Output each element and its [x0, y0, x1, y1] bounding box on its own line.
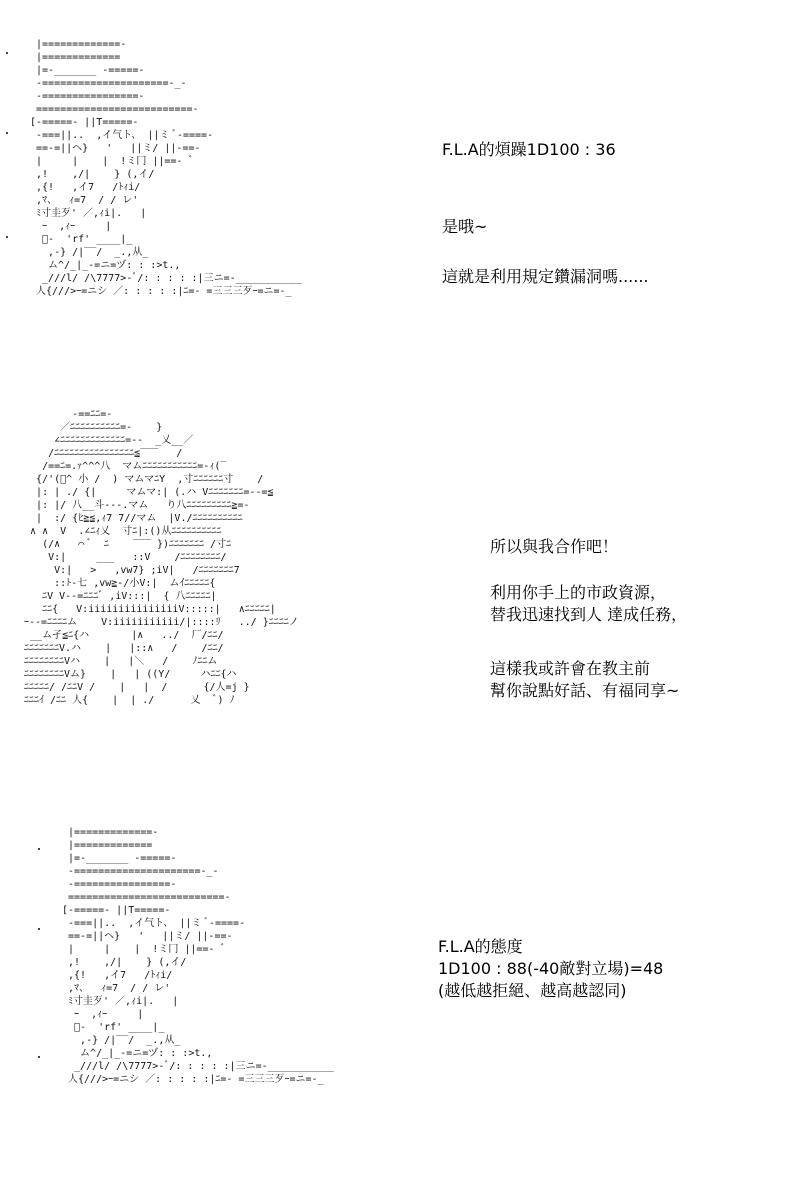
- caption-line: 幫你說點好話、有福同享~: [490, 681, 680, 700]
- caption-line: 是哦~: [442, 217, 488, 236]
- caption-line: 替我迅速找到人 達成任務，: [490, 605, 688, 624]
- caption-line: F.L.A的煩躁1D100 : 36: [442, 140, 616, 159]
- speck: [38, 1056, 40, 1058]
- ascii-art-fla-hat-2: |=============- |============= |=-_______ -=====- -=====================-_- -================- ==========================- [-=====- ||T=====- -===||.. ,イ气ト、 ||ミ ﾞ-====- ==-=||ヘ} ' ||ミ/ ||-==- | | | !ミ冂 ||==- ﾞ ,! ,/| } (,イ/ ,{! ,イ7 /ﾄｨi/ ,ﾏ、 ｨ=7 / / レ' ﾐ寸圭歹' ／,ｨi|. | ｰ ,ｨｰ | ﾞ- 'rf' ____|_ ,-} /|‾‾/ _.,从_ ム^/_|_-=ニ=ヅ: : :>t., _///l/ /\7777>-ﾞ/: : : : :|三ニ=-___________ 人{///>ｰ=ニシ ／: : : : :|ﾆ=- =三三三歹ｰ=ニ=-_: [62, 827, 334, 1085]
- caption-line: 這就是利用規定鑽漏洞嗎......: [442, 267, 649, 286]
- caption-line: 這樣我或許會在教主前: [490, 659, 651, 678]
- caption-line: 所以與我合作吧！: [490, 537, 619, 556]
- caption-loophole: [442, 266, 649, 288]
- caption-reward: [490, 658, 679, 702]
- caption-line: 利用你手上的市政資源，: [490, 583, 667, 602]
- caption-line: (越低越拒絕、越高越認同): [438, 981, 627, 1000]
- speck: [38, 848, 40, 850]
- caption-reply: [442, 216, 487, 238]
- speck: [6, 52, 8, 54]
- ascii-art-cloaked-figure: -==ﾆﾆ=- ／ﾆﾆﾆﾆﾆﾆﾆﾆﾆﾆ=- } ∠ﾆﾆﾆﾆﾆﾆﾆﾆﾆﾆﾆﾆﾆ=-- _乂__／ /ﾆﾆﾆﾆﾆﾆﾆﾆﾆﾆﾆﾆﾆﾆﾆﾆ≦‾‾‾ / /==ﾆ=.ｧ^^^八 マムﾆﾆﾆﾆﾆﾆﾆﾆﾆﾆﾆ=-ｨ(‾ {/'(ﾞ^ 小 / ) マムマﾆY ,寸ﾆﾆﾆﾆﾆﾆ寸 / |: | ./ {| マムマ:| (.ハ Vﾆﾆﾆﾆﾆﾆﾆ=--=≦ |: |/ 八__斗---.マム り八ﾆﾆﾆﾆﾆﾆﾆﾆﾆ≧=- | :/ {ﾋ≧≦,ｨ7 7//マム |V./ﾆﾆﾆﾆﾆﾆﾆﾆﾆﾆ ∧ ∧ V .∠ﾆｨ乂 寸ﾆ|:()从ﾆﾆﾆﾆﾆﾆﾆﾆﾆﾆ (/∧ ⌒ ﾞ ﾆ ‾‾‾ })ﾆﾆﾆﾆﾆﾆﾆ /寸ﾆ V:| ___ ::V /ﾆﾆﾆﾆﾆﾆﾆﾆ/ V:| > ,vw7} ;iV| /ﾆﾆﾆﾆﾆﾆﾆ7 ::ﾄ-七 ,vw≧-/小V:| ムｲﾆﾆﾆﾆﾆ{ ﾆV V--=ﾆﾆﾆﾞ ,iV:::| { 八ﾆﾆﾆﾆﾆ| ﾆﾆ{ V:iiiiiiiiiiiiiiiV:::::| ∧ﾆﾆﾆﾆﾆ| ｰ--=ﾆﾆﾆﾆム V:iiiiiiiiiii/|::::ﾘ ../ }ﾆﾆﾆﾆノ __ム孑≦ﾆ{ハ |∧ ../ 厂/ﾆﾆ/ ﾆﾆﾆﾆﾆﾆﾆV.ハ | |::∧ / /ﾆﾆ/ ﾆﾆﾆﾆﾆﾆﾆﾆVハ | |＼ / ﾉﾆﾆム ﾆﾆﾆﾆﾆﾆﾆﾆVム} | | ((Y/ ハﾆﾆ{ハ ﾆﾆﾆﾆﾆ/ /ﾆﾆV / | | / {/人=j } ﾆﾆﾆｲ /ﾆﾆ 人{ | | ./ 乂 ﾞ) ﾉ: [24, 409, 299, 706]
- caption-irritation-roll: [442, 139, 616, 161]
- caption-cooperate: [490, 536, 618, 558]
- caption-line: 1D100 : 88(-40敵對立場)=48: [438, 959, 664, 978]
- speck: [6, 236, 8, 238]
- caption-request: [490, 582, 687, 626]
- caption-attitude-roll: [438, 936, 663, 1002]
- ascii-art-fla-hat-1: |=============- |============= |=-_______ -=====- -=====================-_- -================- ==========================- [-=====- ||T=====- -===||.. ,イ气ト、 ||ミ ﾞ-====- ==-=||ヘ} ' ||ミ/ ||-==- | | | !ミ冂 ||==- ﾞ ,! ,/| } (,イ/ ,{! ,イ7 /ﾄｨi/ ,ﾏ、 ｨ=7 / / レ' ﾐ寸圭歹' ／,ｨi|. | ｰ ,ｨｰ | ﾞ- 'rf' ____|_ ,-} /|‾‾/ _.,从_ ム^/_|_-=ニ=ヅ: : :>t., _///l/ /\7777>-ﾞ/: : : : :|三ニ=-___________ 人{///>ｰ=ニシ ／: : : : :|ﾆ=- =三三三歹ｰ=ニ=-_: [30, 39, 302, 297]
- speck: [38, 928, 40, 930]
- caption-line: F.L.A的態度: [438, 937, 523, 956]
- speck: [6, 132, 8, 134]
